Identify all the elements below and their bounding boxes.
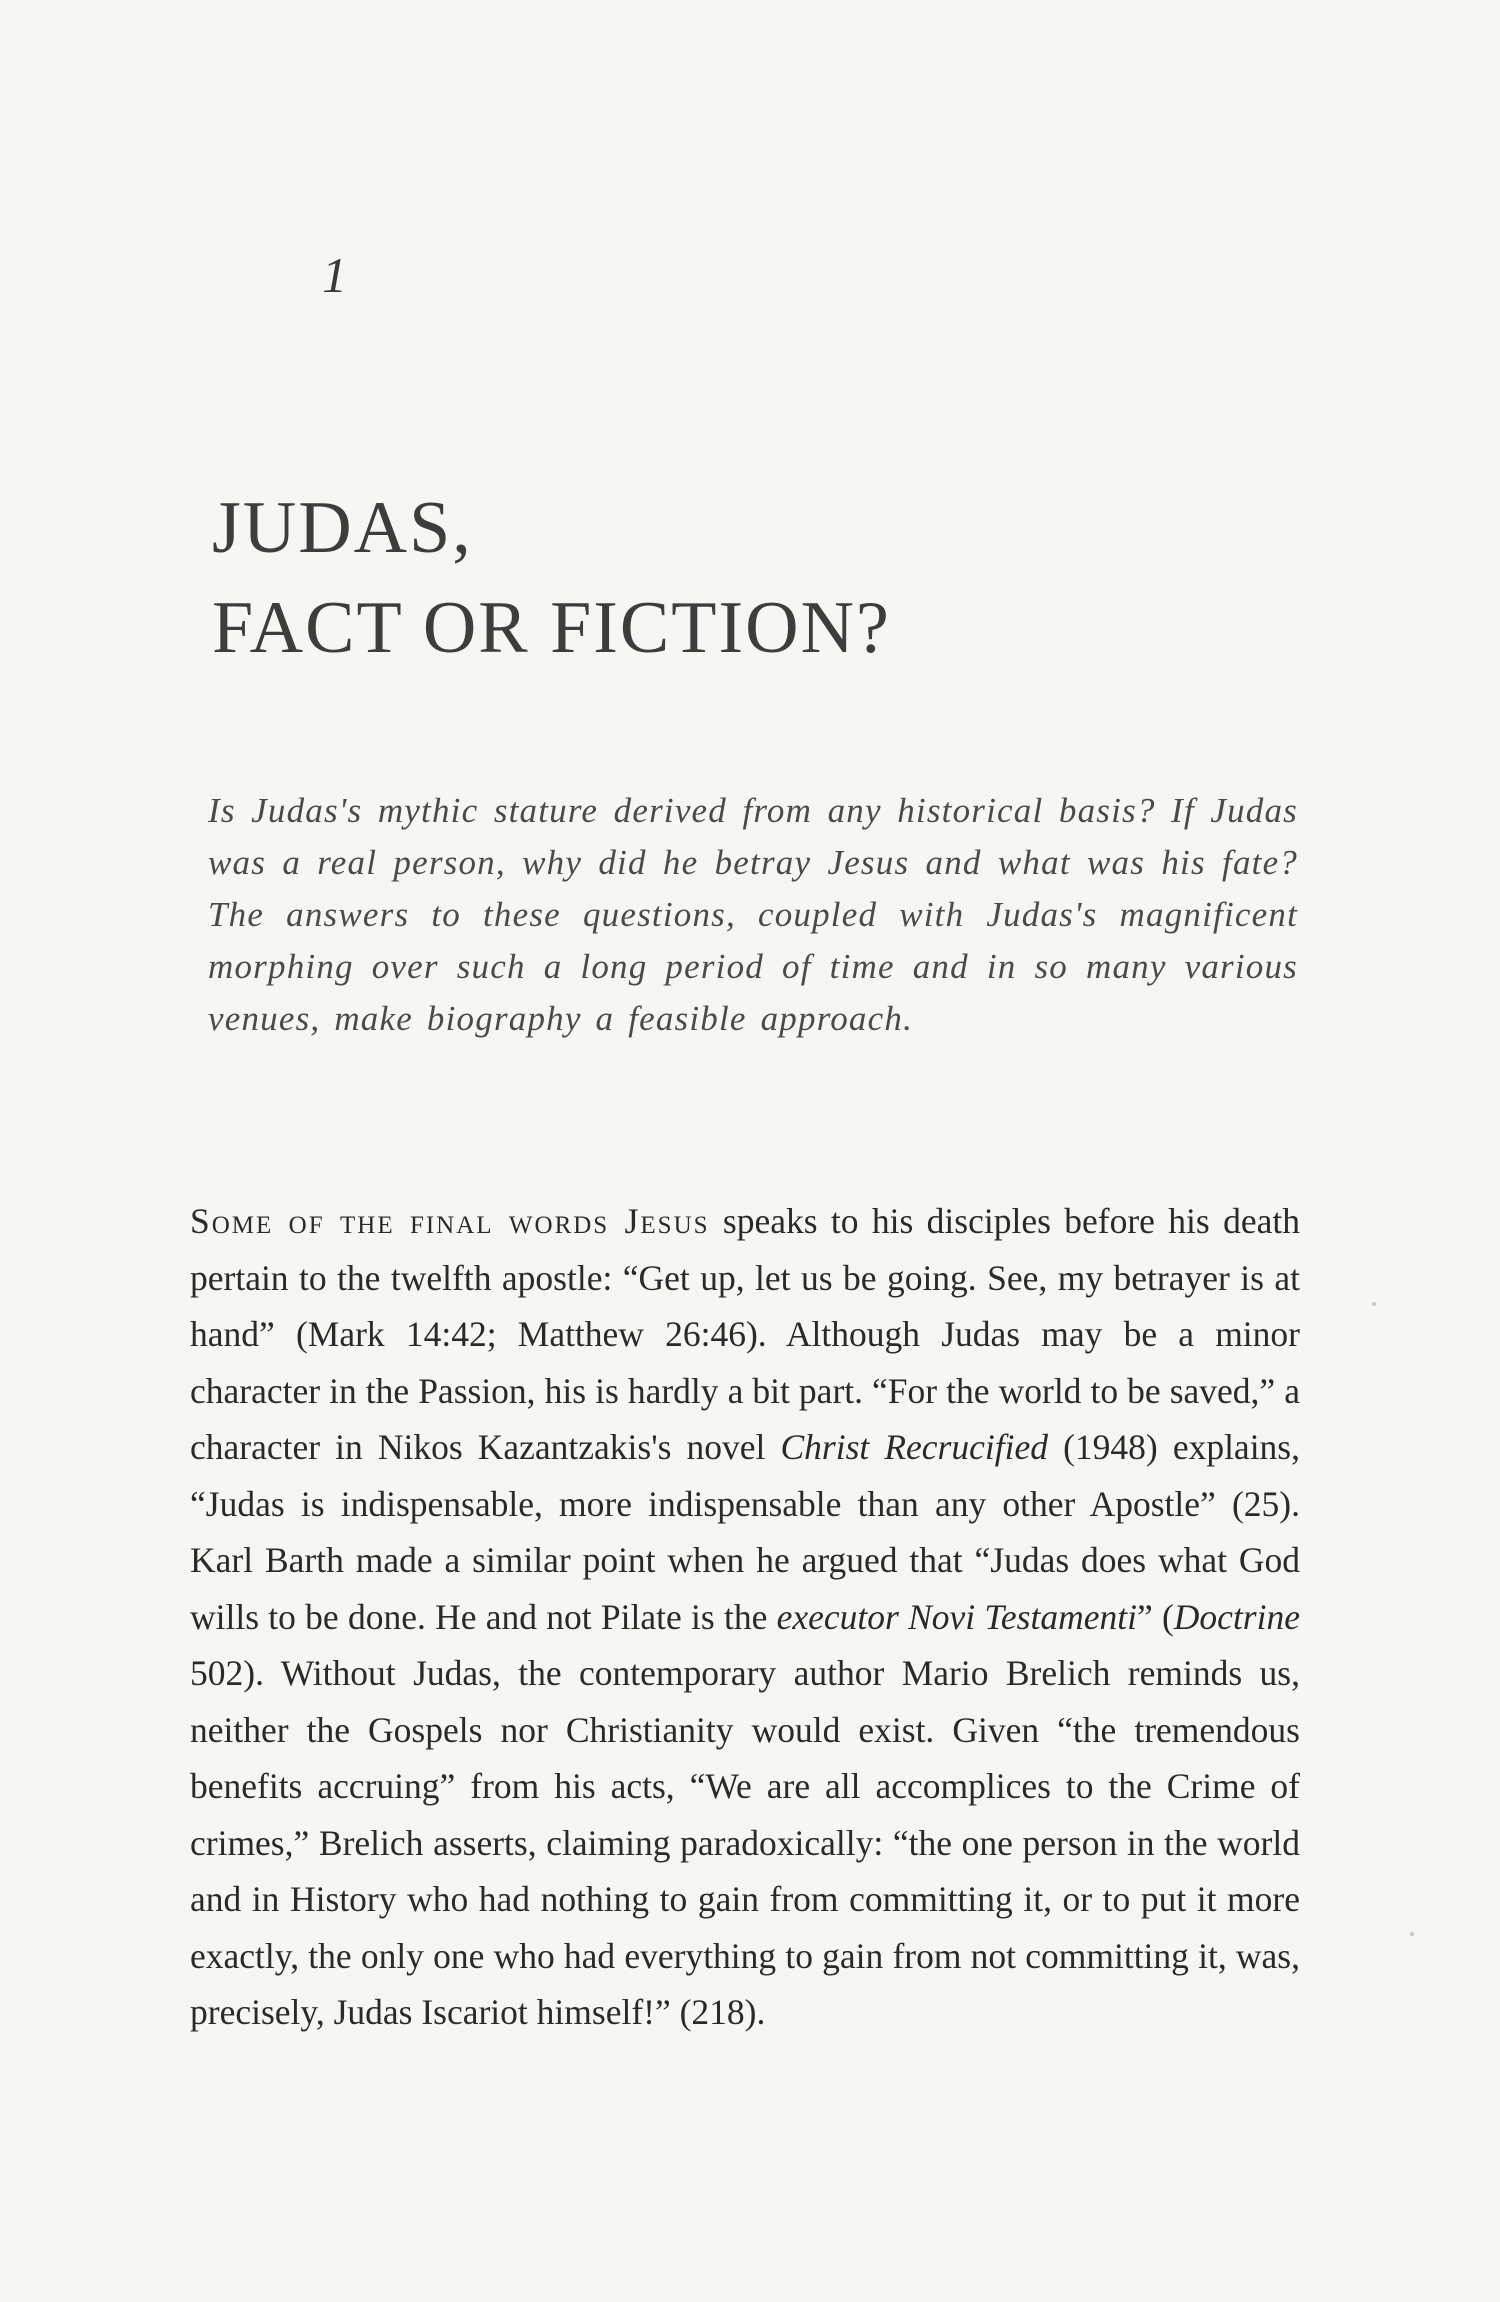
chapter-title-line-1: JUDAS, — [212, 487, 473, 569]
body-text-part-4: 502). Without Judas, the contemporary author Mario Brelich reminds us, neither the Gospels nor Christianity would exist. Given “the tremendous benefits accruing” from his acts, “We are all accomplices to the Crime of crimes,” Brelich asserts, claiming paradoxically: “the one person in the world and in History who had nothing to gain from committing it, or to put it more exactly, the only one who had everything to gain from not committing it, was, precisely, Judas Iscariot himself!” (218). — [190, 1653, 1300, 2032]
body-text-part-1: speaks to his disciples before his death pertain to the twelfth apostle: “Get up, let us be going. See, my betrayer is at hand” (Mark 14:42; Matthew 26:46). Although Judas may be a minor character in the Passion, his is hardly a bit part. “For the world to be saved,” a character in Nikos Kazantzakis's novel — [190, 1201, 1300, 1467]
chapter-title — [212, 478, 1312, 678]
chapter-number: 1 — [322, 247, 347, 303]
chapter-title-line-2: FACT OR FICTION? — [212, 587, 891, 669]
scan-speck — [1410, 1932, 1414, 1936]
opening-small-caps: Some of the final words Jesus — [190, 1201, 710, 1241]
scan-speck — [1372, 1302, 1376, 1306]
doctrine-reference: Doctrine — [1173, 1596, 1300, 1637]
chapter-epigraph: Is Judas's mythic stature derived from any historical basis? If Judas was a real person, why did he betray Jesus and what was his fate? The answers to these questions, coupled with Judas's magnificent morphing over such a long period of time and in so many various venues, make biography a feasible approach. — [208, 791, 1298, 1038]
body-paragraph — [190, 1193, 1300, 2041]
body-text-part-2: (1948) explains, “Judas is indispensable, more indispensable than any other Apostle” (25). Karl Barth made a similar point when he argued that “Judas does what God wills to be done. He and not Pilate is the — [190, 1427, 1300, 1637]
latin-phrase: executor Novi Testamenti — [776, 1596, 1137, 1637]
book-title-christ-recrucified: Christ Recrucified — [780, 1427, 1048, 1467]
body-text-part-3: ” ( — [1136, 1596, 1174, 1637]
